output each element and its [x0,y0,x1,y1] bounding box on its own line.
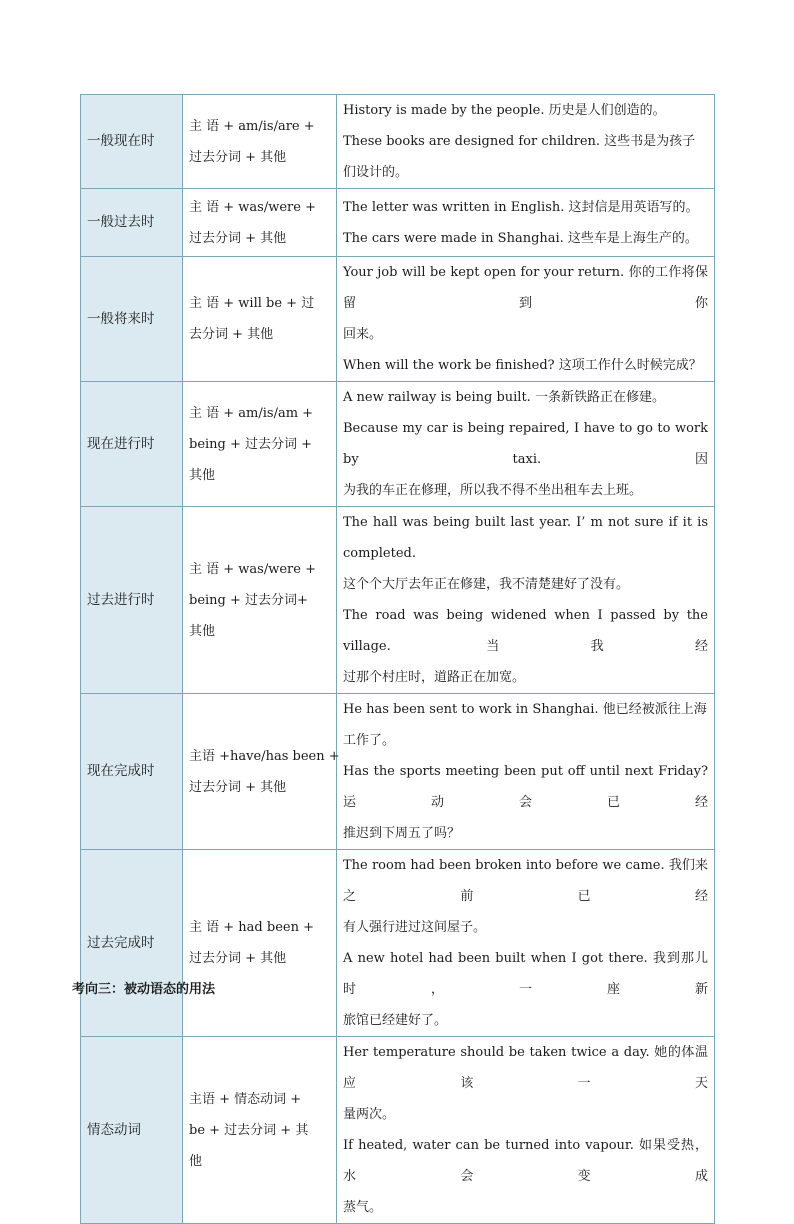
example-cell [337,189,715,257]
section-heading: 考向三：被动语态的用法 [72,982,216,997]
tense-cell [81,257,183,382]
structure-line: 主 语 + was/were + [189,199,316,215]
table-row [81,382,715,507]
structure-line: 主 语 + was/were + [189,561,316,577]
structure-line: 主 语 + will be + 过 [189,296,315,311]
example-line: Because my car is being repaired, I have to go to work by taxi. 因 [343,421,708,467]
example-line: 量两次。 [343,1107,396,1122]
example-line: 推迟到下周五了吗？ [343,826,461,841]
example-cell [337,507,715,694]
example-line: Has the sports meeting been put off until next Friday? 运动会已经 [343,764,708,810]
tense-label: 情态动词 [87,1121,141,1138]
structure-line: 过去分词 + 其他 [189,230,287,246]
tense-cell [81,1037,183,1224]
tense-cell [81,507,183,694]
table-row [81,694,715,850]
example-line: 旅馆已经建好了。 [343,1013,448,1028]
example-cell [337,694,715,850]
example-line: 有人强行进过这间屋子。 [343,920,487,935]
structure-line: 他 [189,1153,203,1169]
example-line: The road was being widened when I passed by the village. 当我经 [343,608,708,654]
structure-line: being + 过去分词 + [189,436,313,452]
table-row [81,189,715,257]
structure-line: 去分词 + 其他 [189,327,274,342]
table-row [81,1037,715,1224]
tense-label: 现在完成时 [87,763,155,779]
table-row [81,95,715,189]
example-line: 为我的车正在修理，所以我不得不坐出租车去上班。 [343,483,643,498]
tense-label: 一般过去时 [87,214,155,230]
structure-cell [183,95,337,189]
example-line: He has been sent to work in Shanghai. 他已经被派往上海工作了。 [343,702,707,748]
example-cell [337,382,715,507]
structure-line: 主 语 + am/is/are + [189,118,315,134]
structure-cell [183,382,337,507]
tense-cell [81,189,183,257]
tense-label: 一般将来时 [87,310,155,327]
tense-label: 过去完成时 [87,934,155,951]
structure-cell [183,507,337,694]
example-line: The letter was written in English. 这封信是用英语写的。 [343,199,699,215]
table-row [81,850,715,1037]
structure-cell [183,189,337,257]
example-line: 过那个村庄时，道路正在加宽。 [343,670,526,685]
example-line: 蒸气。 [343,1200,383,1215]
example-cell [337,850,715,1037]
tense-cell [81,850,183,1037]
example-line: The hall was being built last year. I’ m not sure if it is completed. [343,515,708,561]
example-line: A new hotel had been built when I got there. 我到那儿时，一座新 [343,951,708,997]
example-line: The cars were made in Shanghai. 这些车是上海生产的。 [343,230,698,246]
structure-line: 过去分词 + 其他 [189,149,287,165]
tense-label: 一般现在时 [87,133,155,149]
structure-line: being + 过去分词+ [189,592,308,608]
example-line: These books are designed for children. 这些书是为孩子们设计的。 [343,134,696,180]
example-cell [337,257,715,382]
example-cell [337,95,715,189]
tense-cell [81,382,183,507]
example-line: Her temperature should be taken twice a day. 她的体温应该一天 [343,1045,708,1091]
tense-cell [81,95,183,189]
example-line: 这个个大厅去年正在修建，我不清楚建好了没有。 [343,577,630,592]
example-line: A new railway is being built. 一条新铁路正在修建。 [343,390,665,405]
structure-line: 主 语 + had been + [189,920,314,935]
example-line: Your job will be kept open for your return. 你的工作将保留到你 [343,265,708,311]
structure-line: 其他 [189,467,216,483]
example-cell [337,1037,715,1224]
tense-label: 现在进行时 [87,435,155,452]
structure-line: 其他 [189,623,216,639]
structure-line: 过去分词 + 其他 [189,779,287,795]
structure-cell [183,694,340,850]
table-row [81,507,715,694]
example-line: If heated, water can be turned into vapour. 如果受热，水会变成 [343,1138,708,1184]
table-row [81,257,715,382]
tense-label: 过去进行时 [87,591,155,608]
structure-line: 主语 +have/has been + [189,748,340,764]
tense-cell [81,694,183,850]
structure-line: 主 语 + am/is/am + [189,405,314,421]
example-line: The room had been broken into before we came. 我们来之前已经 [343,858,708,904]
structure-line: be + 过去分词 + 其 [189,1122,309,1138]
structure-cell [183,850,337,1037]
structure-line: 主语 + 情态动词 + [189,1091,302,1107]
example-line: 回来。 [343,327,383,342]
structure-cell [183,1037,337,1224]
example-line: History is made by the people. 历史是人们创造的。 [343,103,666,118]
structure-cell [183,257,337,382]
passive-voice-tense-table [80,94,715,1224]
example-line: When will the work be finished? 这项工作什么时候完成？ [343,358,702,373]
structure-line: 过去分词 + 其他 [189,951,287,966]
